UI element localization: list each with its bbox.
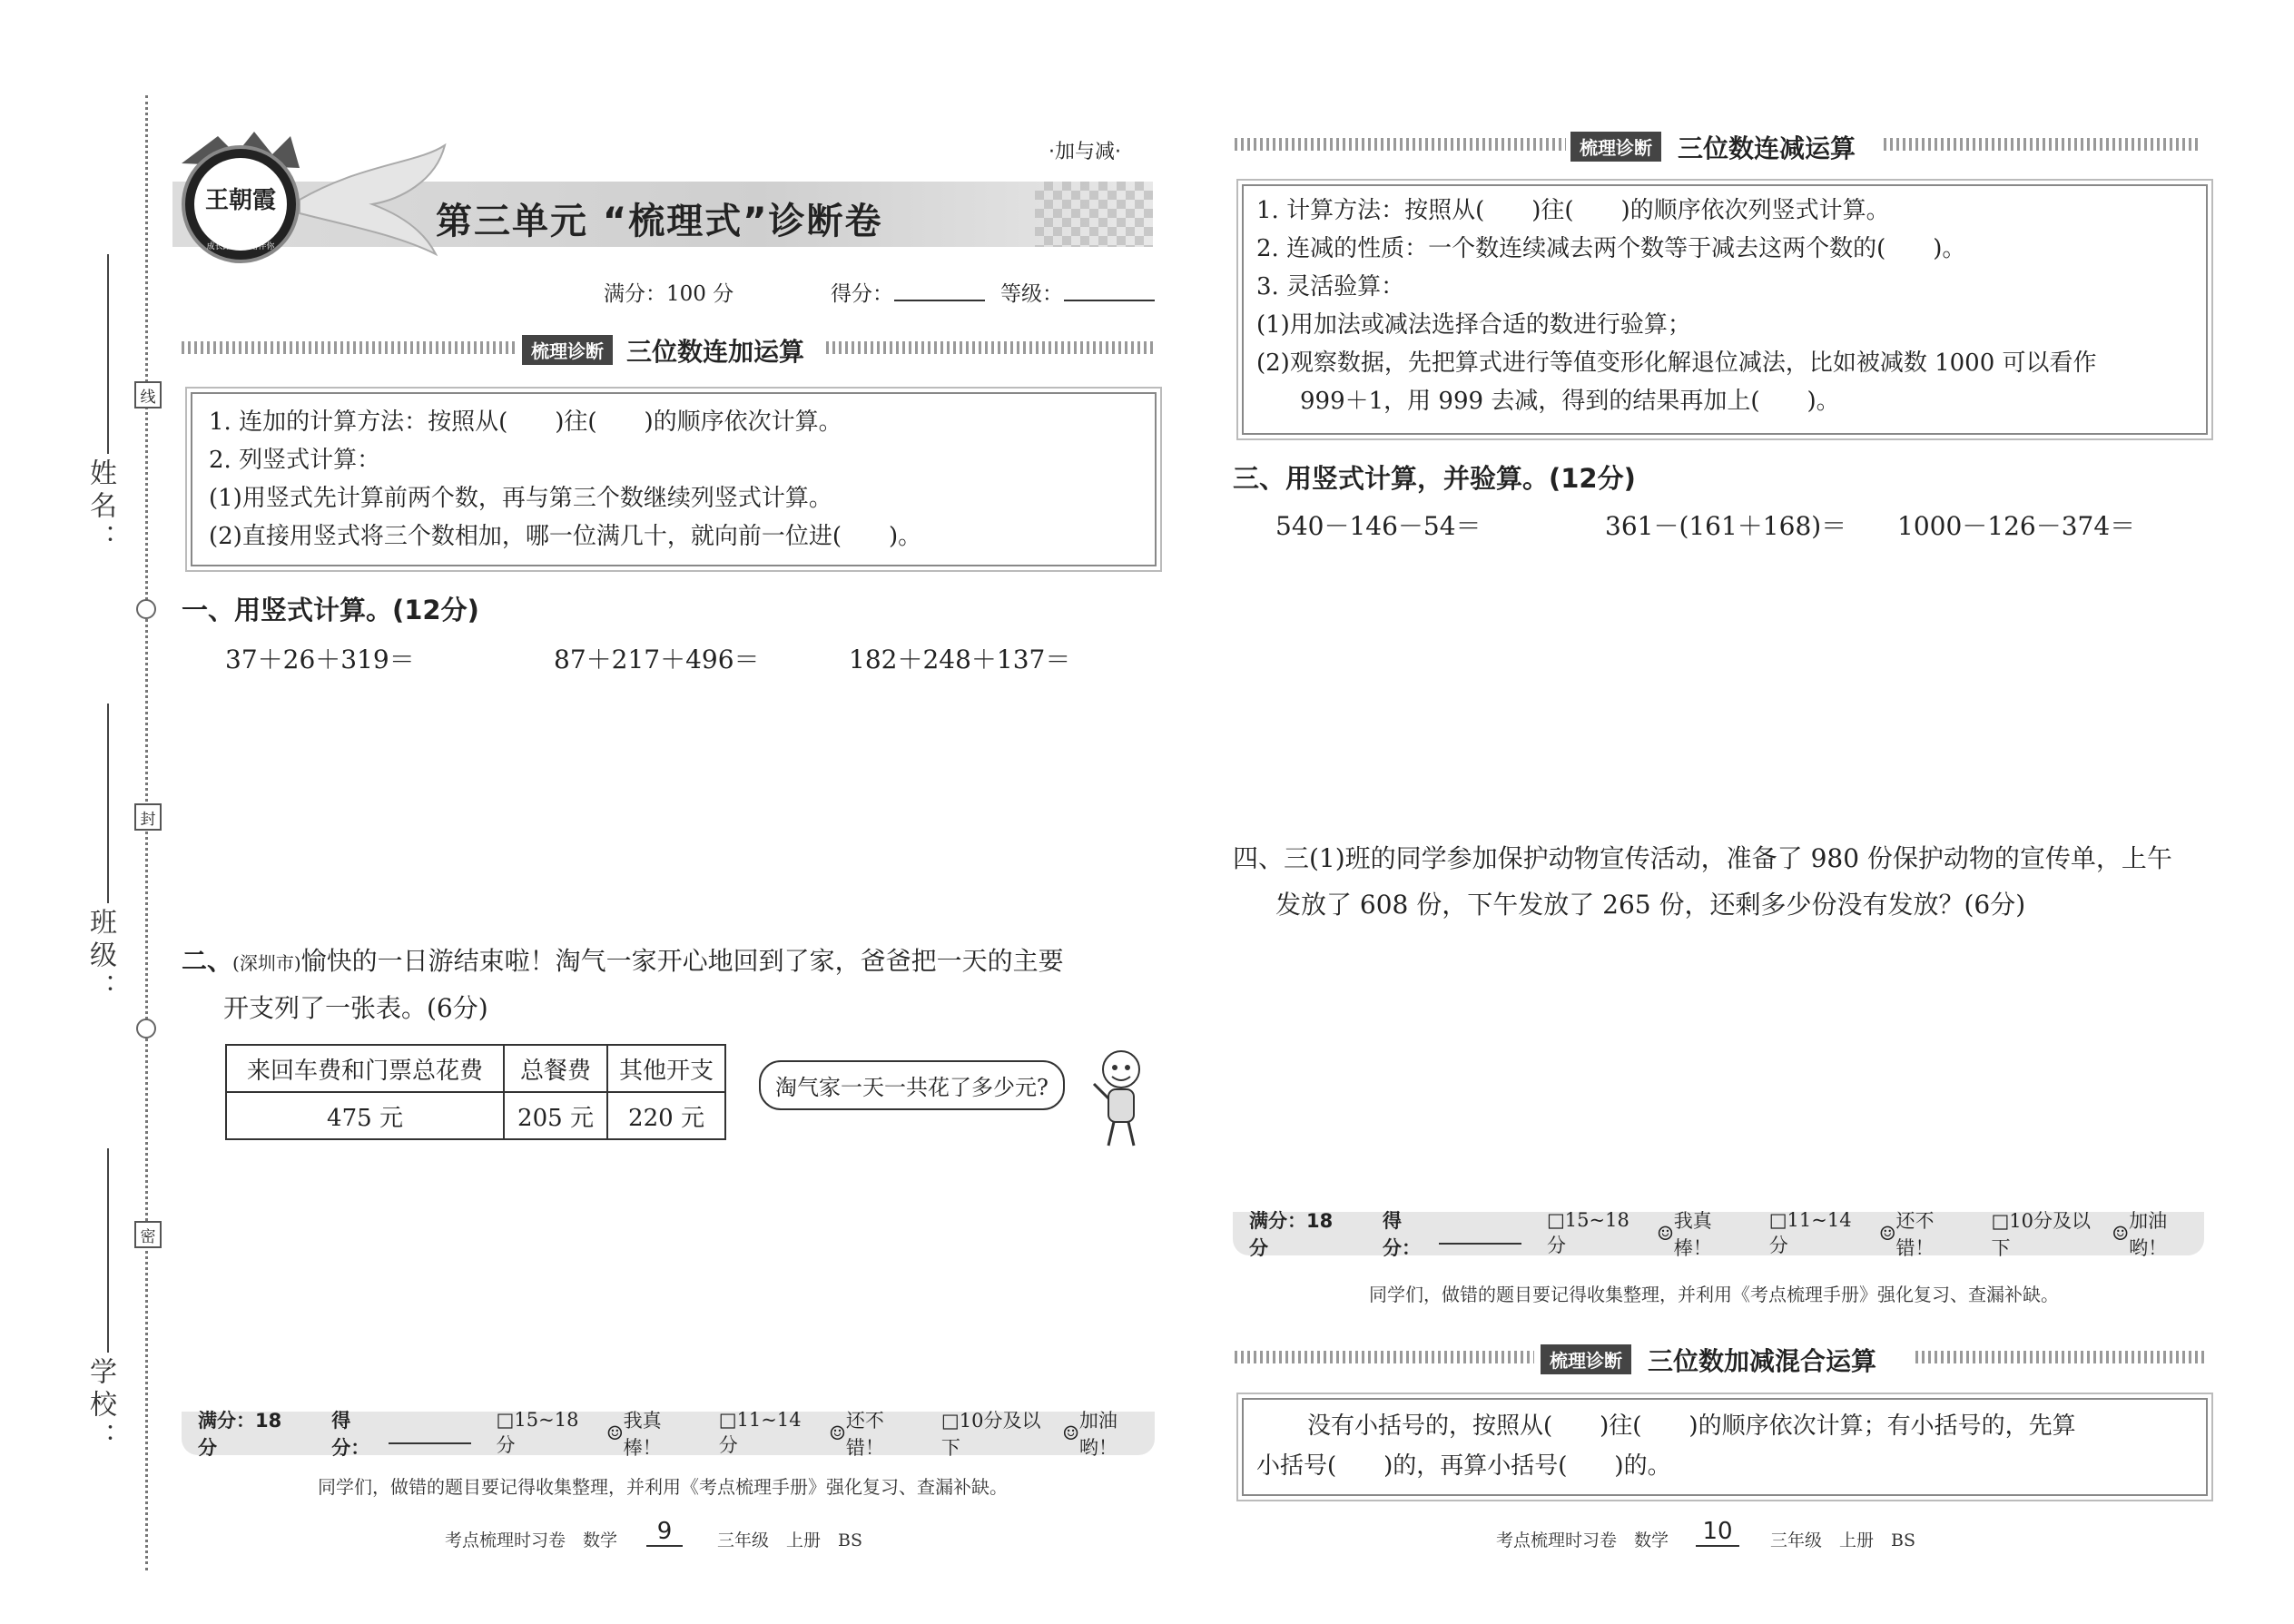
strip-option[interactable]: □11~14 分 [718, 1409, 802, 1456]
logo-subtext: 成长路上 一路伴你 [206, 242, 275, 251]
page-number: 9 [646, 1518, 683, 1547]
summary-line: 没有小括号的，按照从( )往( )的顺序依次计算；有小括号的，先算 [1307, 1412, 2076, 1440]
class-label: 班级： [84, 908, 116, 1006]
strip-option[interactable]: □15~18 分 [1546, 1209, 1629, 1256]
section-title: 三位数连减运算 [1678, 133, 1856, 163]
strip-option[interactable]: □11~14 分 [1768, 1209, 1852, 1256]
speech-bubble: 淘气家一天一共花了多少元? [759, 1060, 1065, 1110]
footer-grade: 三年级 上册 BS [717, 1530, 862, 1550]
smiley-icon: ☺ [605, 1422, 624, 1444]
section-tag: 梳理诊断 [1541, 1344, 1631, 1374]
answer-area-q2[interactable] [182, 1153, 1153, 1398]
footer-book: 考点梳理时习卷 数学 [1496, 1530, 1669, 1550]
section-divider [1235, 138, 1566, 151]
topic-label: ·加与减· [1049, 141, 1121, 163]
table-header-cell: 总餐费 [504, 1045, 607, 1092]
grade-input[interactable] [1064, 300, 1155, 301]
answer-area-q4[interactable] [1233, 935, 2204, 1207]
footer-grade: 三年级 上册 BS [1770, 1530, 1915, 1550]
cartoon-character-icon [1085, 1044, 1157, 1153]
summary-line: 3. 灵活验算： [1256, 273, 1405, 300]
strip-score-input[interactable] [1439, 1223, 1521, 1245]
binding-ring-icon [136, 599, 156, 619]
section-divider [826, 341, 1155, 354]
footer-book: 考点梳理时习卷 数学 [445, 1530, 618, 1550]
page-number: 10 [1696, 1518, 1739, 1547]
binding-ring-icon [136, 1019, 156, 1038]
summary-box-mixed [1242, 1398, 2208, 1496]
section-divider [1884, 138, 2201, 151]
strip-option[interactable]: □10分及以下 [940, 1410, 1041, 1459]
answer-area-q1[interactable] [182, 690, 1153, 926]
question-4-line2: 发放了 608 份，下午发放了 265 份，还剩多少份没有发放？(6分) [1275, 890, 2026, 920]
smiley-icon: ☺ [1062, 1422, 1079, 1444]
score-input[interactable] [894, 300, 985, 301]
strip-option-text: 还不错！ [1895, 1210, 1935, 1259]
section-divider [1235, 1351, 1534, 1363]
question-3-title: 三、用竖式计算，并验算。(12分) [1233, 463, 1636, 494]
summary-line: 2. 连减的性质：一个数连续减去两个数等于减去这两个数的( )。 [1256, 235, 1966, 262]
school-field[interactable] [107, 1148, 109, 1353]
header-checker-pattern [1035, 182, 1153, 247]
strip-option-text: 我真棒！ [1673, 1210, 1712, 1259]
strip-score-input[interactable] [389, 1422, 471, 1444]
summary-box-subtraction [1242, 184, 2208, 435]
summary-line: (2)观察数据，先把算式进行等值变形化解退位减法，比如被减数 1000 可以看作 [1256, 349, 2097, 377]
strip-option[interactable]: □15~18 分 [496, 1409, 579, 1456]
expression: 361－(161＋168)＝ [1605, 511, 1847, 541]
summary-line: 1. 计算方法：按照从( )往( )的顺序依次列竖式计算。 [1256, 197, 1890, 224]
strip-option-text: 加油哟！ [1078, 1410, 1117, 1459]
smiley-icon: ☺ [1656, 1223, 1674, 1245]
strip-option[interactable]: □10分及以下 [1991, 1210, 2092, 1259]
logo-text: 王朝霞 [204, 187, 276, 214]
section-divider [182, 341, 517, 354]
expression: 1000－126－374＝ [1897, 511, 2136, 541]
expression: 87＋217＋496＝ [554, 645, 760, 674]
expression: 540－146－54＝ [1275, 511, 1482, 541]
summary-line: (1)用加法或减法选择合适的数进行验算； [1256, 311, 1691, 339]
seal-char-feng: 封 [134, 803, 162, 831]
seal-char-mi: 密 [134, 1221, 162, 1248]
strip-full-score: 满分：18 分 [1249, 1210, 1334, 1259]
table-cell: 475 元 [226, 1092, 504, 1139]
section-title: 三位数加减混合运算 [1648, 1346, 1877, 1376]
section-tag: 梳理诊断 [522, 335, 613, 365]
question-1-title: 一、用竖式计算。(12分) [182, 595, 479, 625]
summary-box-addition [191, 392, 1157, 566]
name-field[interactable] [107, 254, 109, 454]
logo-badge [182, 145, 300, 263]
strip-option-text: 还不错！ [845, 1410, 884, 1459]
table-cell: 205 元 [504, 1092, 607, 1139]
table-header-cell: 来回车费和门票总花费 [226, 1045, 504, 1092]
summary-line: 2. 列竖式计算： [209, 447, 381, 474]
expense-table [225, 1044, 726, 1140]
strip-score-label: 得分： [331, 1410, 370, 1459]
question-2-source: (深圳市) [232, 952, 301, 974]
table-header-cell: 其他开支 [607, 1045, 725, 1092]
full-score-label: 满分：100 分 [604, 282, 734, 306]
smiley-icon: ☺ [829, 1422, 846, 1444]
strip-option-text: 我真棒！ [623, 1410, 662, 1459]
summary-line: 1. 连加的计算方法：按照从( )往( )的顺序依次计算。 [209, 408, 842, 436]
score-strip [182, 1409, 1155, 1459]
answer-area-q3[interactable] [1233, 554, 2204, 826]
review-note: 同学们，做错的题目要记得收集整理，并利用《考点梳理手册》强化复习、查漏补缺。 [318, 1476, 1008, 1498]
question-2-line1: 愉快的一日游结束啦！淘气一家开心地回到了家，爸爸把一天的主要 [300, 946, 1064, 976]
summary-line: (2)直接用竖式将三个数相加，哪一位满几十，就向前一位进( )。 [209, 523, 922, 550]
smiley-icon: ☺ [1878, 1223, 1896, 1245]
school-label: 学校： [84, 1357, 116, 1455]
summary-line: (1)用竖式先计算前两个数，再与第三个数继续列竖式计算。 [209, 485, 832, 512]
seal-char-xian: 线 [134, 381, 162, 408]
question-2-prefix: 二、 [182, 946, 233, 976]
score-label: 得分： [831, 282, 893, 306]
score-strip [1233, 1209, 2204, 1259]
section-title: 三位数连加运算 [626, 337, 805, 367]
summary-line: 小括号( )的，再算小括号( )的。 [1256, 1452, 1671, 1480]
expression: 37＋26＋319＝ [225, 645, 415, 674]
table-cell: 220 元 [607, 1092, 725, 1139]
question-2-line2: 开支列了一张表。(6分) [223, 993, 488, 1023]
smiley-icon: ☺ [2112, 1223, 2130, 1245]
binding-dotted-line [145, 95, 148, 1570]
name-label: 姓名： [84, 458, 116, 556]
strip-full-score: 满分：18 分 [198, 1410, 282, 1459]
class-field[interactable] [107, 704, 109, 903]
page-title: 第三单元 “梳理式”诊断卷 [436, 201, 883, 242]
expression: 182＋248＋137＝ [849, 645, 1071, 674]
strip-score-label: 得分： [1382, 1210, 1421, 1259]
section-tag: 梳理诊断 [1570, 132, 1661, 162]
summary-line: 999＋1，用 999 去减，得到的结果再加上( )。 [1300, 388, 1840, 415]
grade-label: 等级： [1000, 282, 1063, 306]
review-note: 同学们，做错的题目要记得收集整理，并利用《考点梳理手册》强化复习、查漏补缺。 [1369, 1284, 2059, 1305]
section-divider [1915, 1351, 2204, 1363]
question-4-line1: 四、三(1)班的同学参加保护动物宣传活动，准备了 980 份保护动物的宣传单，上午 [1233, 843, 2172, 873]
strip-option-text: 加油哟！ [2129, 1210, 2168, 1259]
